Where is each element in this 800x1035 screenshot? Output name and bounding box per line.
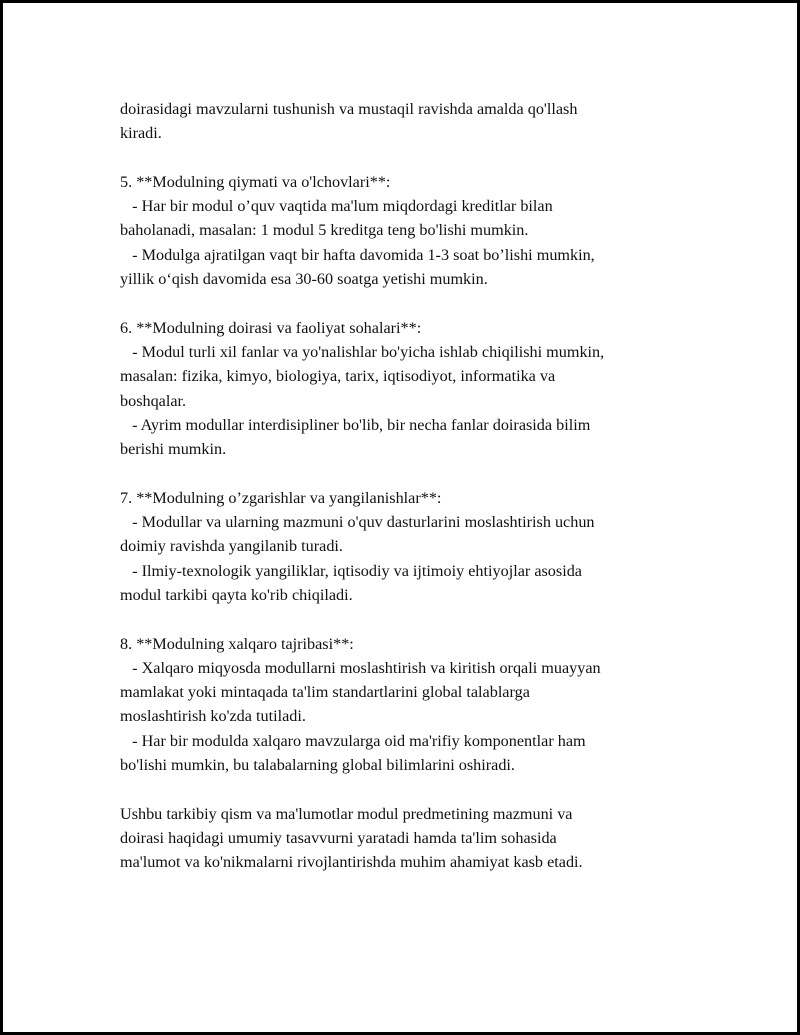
- section-heading: 6. **Modulning doirasi va faoliyat sohalari**:: [120, 318, 422, 337]
- section-8: [120, 632, 700, 778]
- paragraph-intro: [120, 97, 700, 146]
- text-line: - Modullar va ularning mazmuni o'quv dasturlarini moslashtirish uchun: [120, 513, 595, 532]
- section-heading: 5. **Modulning qiymati va o'lchovlari**:: [120, 172, 391, 191]
- text-line: doimiy ravishda yangilanib turadi.: [120, 537, 343, 556]
- text-line: bo'lishi mumkin, bu talabalarning global bilimlarini oshiradi.: [120, 756, 515, 775]
- text-line: - Ilmiy-texnologik yangiliklar, iqtisodiy va ijtimoiy ehtiyojlar asosida: [120, 561, 582, 580]
- text-line: boshqalar.: [120, 391, 187, 410]
- text-line: ma'lumot va ko'nikmalarni rivojlantirishda muhim ahamiyat kasb etadi.: [120, 853, 583, 872]
- section-5: [120, 170, 700, 291]
- text-line: - Har bir modulda xalqaro mavzularga oid ma'rifiy komponentlar ham: [120, 731, 586, 750]
- text-line: modul tarkibi qayta ko'rib chiqiladi.: [120, 585, 353, 604]
- text-line: baholanadi, masalan: 1 modul 5 kreditga teng bo'lishi mumkin.: [120, 221, 529, 240]
- text-line: - Ayrim modullar interdisipliner bo'lib, bir necha fanlar doirasida bilim: [120, 415, 591, 434]
- section-7: [120, 486, 700, 607]
- section-heading: 8. **Modulning xalqaro tajribasi**:: [120, 634, 354, 653]
- text-line: - Modul turli xil fanlar va yo'nalishlar bo'yicha ishlab chiqilishi mumkin,: [120, 342, 605, 361]
- text-line: mamlakat yoki mintaqada ta'lim standartlarini global talablarga: [120, 683, 530, 702]
- document-body: [120, 97, 700, 899]
- text-line: masalan: fizika, kimyo, biologiya, tarix, iqtisodiyot, informatika va: [120, 367, 556, 386]
- text-line: doirasi haqidagi umumiy tasavvurni yaratadi hamda ta'lim sohasida: [120, 828, 557, 847]
- text-line: - Xalqaro miqyosda modullarni moslashtirish va kiritish orqali muayyan: [120, 658, 601, 677]
- section-6: [120, 316, 700, 462]
- paragraph-conclusion: [120, 802, 700, 875]
- text-line: yillik o‘qish davomida esa 30-60 soatga yetishi mumkin.: [120, 270, 488, 289]
- text-line: doirasidagi mavzularni tushunish va mustaqil ravishda amalda qo'llash: [120, 100, 578, 118]
- text-line: berishi mumkin.: [120, 440, 227, 459]
- text-line: - Modulga ajratilgan vaqt bir hafta davomida 1-3 soat bo’lishi mumkin,: [120, 245, 595, 264]
- text-line: Ushbu tarkibiy qism va ma'lumotlar modul predmetining mazmuni va: [120, 804, 573, 823]
- text-line: kiradi.: [120, 124, 162, 143]
- text-line: moslashtirish ko'zda tutiladi.: [120, 707, 306, 726]
- text-line: - Har bir modul o’quv vaqtida ma'lum miqdordagi kreditlar bilan: [120, 197, 553, 216]
- section-heading: 7. **Modulning o’zgarishlar va yangilanishlar**:: [120, 488, 442, 507]
